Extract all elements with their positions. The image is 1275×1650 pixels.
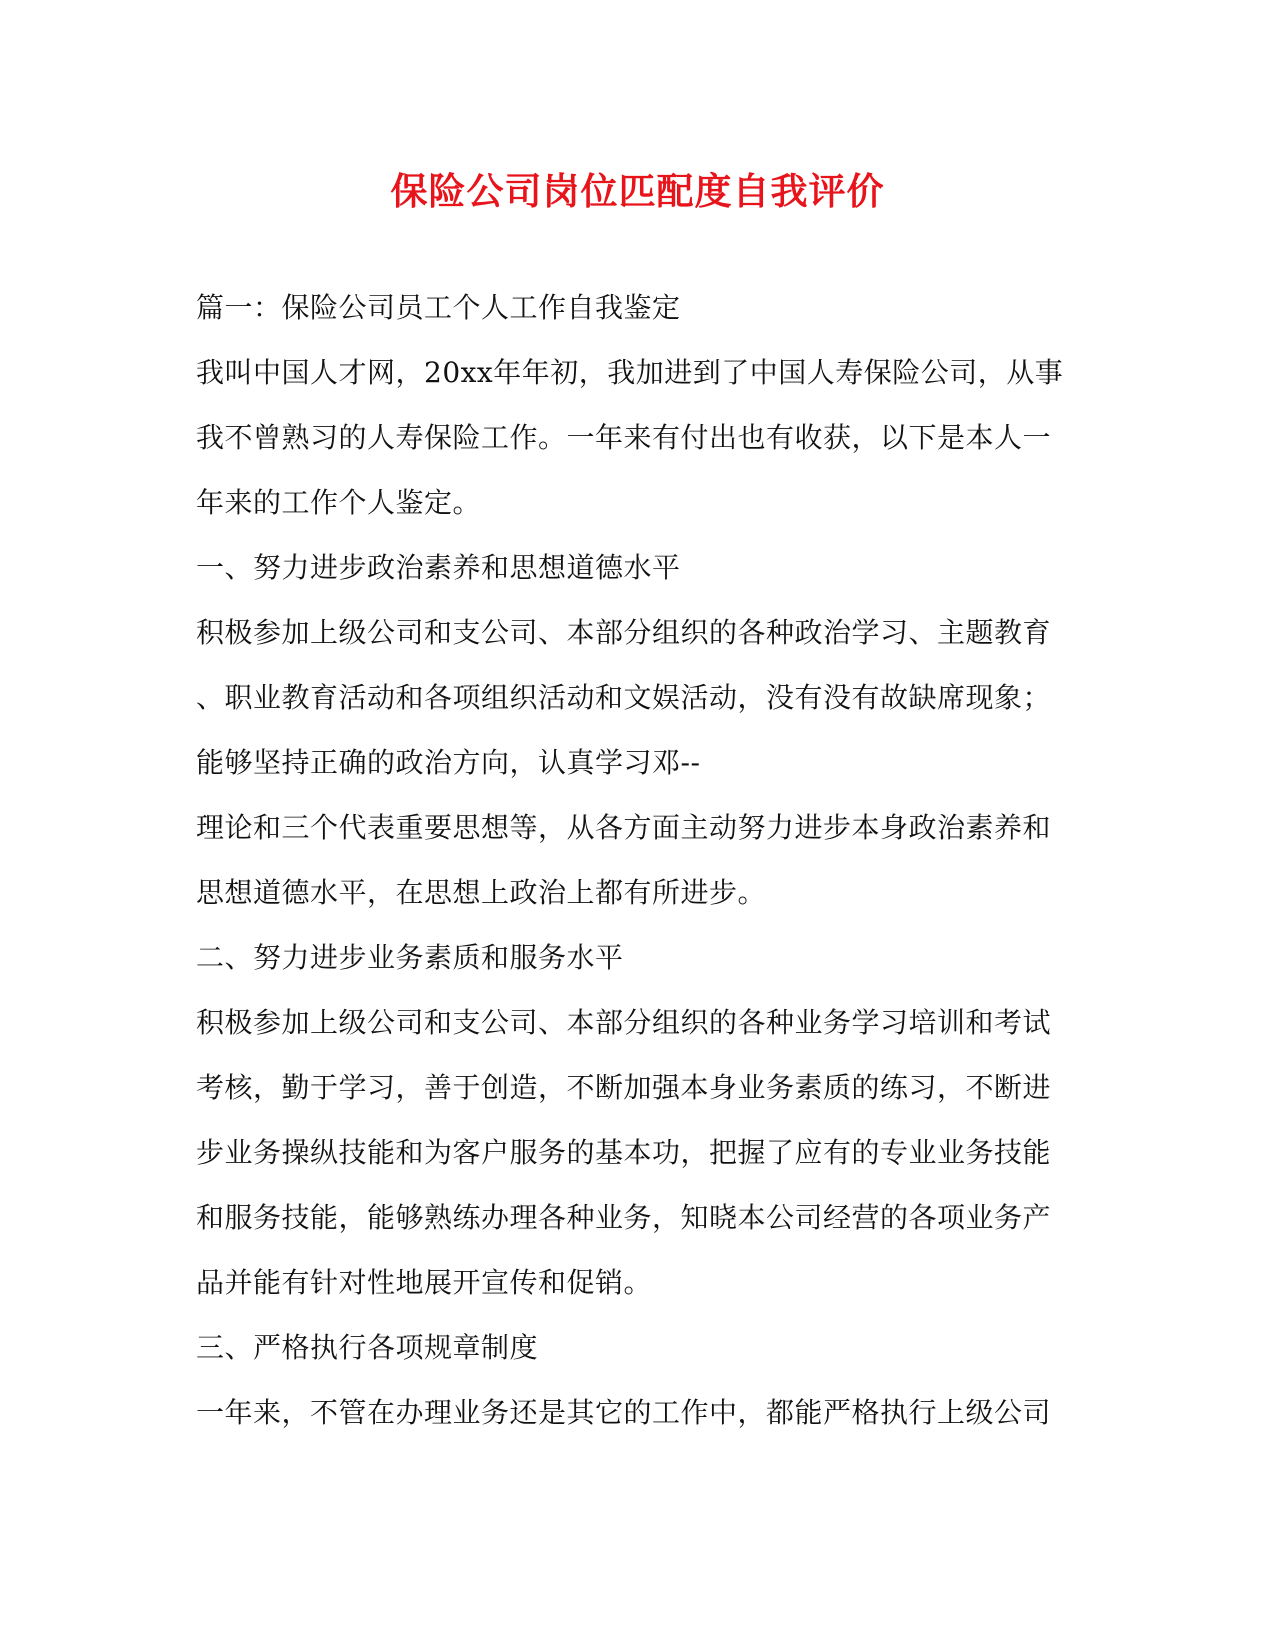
paragraph-line: 能够坚持正确的政治方向，认真学习邓-- [196,746,701,779]
paragraph-line: 年来的工作个人鉴定。 [196,486,482,519]
subtitle-line: 篇一：保险公司员工个人工作自我鉴定 [196,291,681,324]
paragraph-line: 考核，勤于学习，善于创造，不断加强本身业务素质的练习，不断进 [196,1071,1052,1104]
paragraph-line: 品并能有针对性地展开宣传和促销。 [196,1266,653,1299]
document-body [196,288,1076,1458]
paragraph-line: 理论和三个代表重要思想等，从各方面主动努力进步本身政治素养和 [196,811,1052,844]
section-heading: 二、努力进步业务素质和服务水平 [196,941,624,974]
paragraph-line: 我不曾熟习的人寿保险工作。一年来有付出也有收获，以下是本人一 [196,421,1052,454]
section-heading: 一、努力进步政治素养和思想道德水平 [196,551,681,584]
paragraph-line: 步业务操纵技能和为客户服务的基本功，把握了应有的专业业务技能 [196,1136,1052,1169]
paragraph-line: 一年来，不管在办理业务还是其它的工作中，都能严格执行上级公司 [196,1396,1052,1429]
paragraph-line: 、职业教育活动和各项组织活动和文娱活动，没有没有故缺席现象； [196,681,1052,714]
document-title: 保险公司岗位匹配度自我评价 [390,169,885,213]
paragraph-line: 积极参加上级公司和支公司、本部分组织的各种政治学习、主题教育 [196,616,1052,649]
paragraph-line: 我叫中国人才网，20xx年年初，我加进到了中国人寿保险公司，从事 [196,356,1064,389]
paragraph-line: 和服务技能，能够熟练办理各种业务，知晓本公司经营的各项业务产 [196,1201,1052,1234]
paragraph-line: 积极参加上级公司和支公司、本部分组织的各种业务学习培训和考试 [196,1006,1052,1039]
section-heading: 三、严格执行各项规章制度 [196,1331,539,1364]
paragraph-line: 思想道德水平，在思想上政治上都有所进步。 [196,876,767,909]
